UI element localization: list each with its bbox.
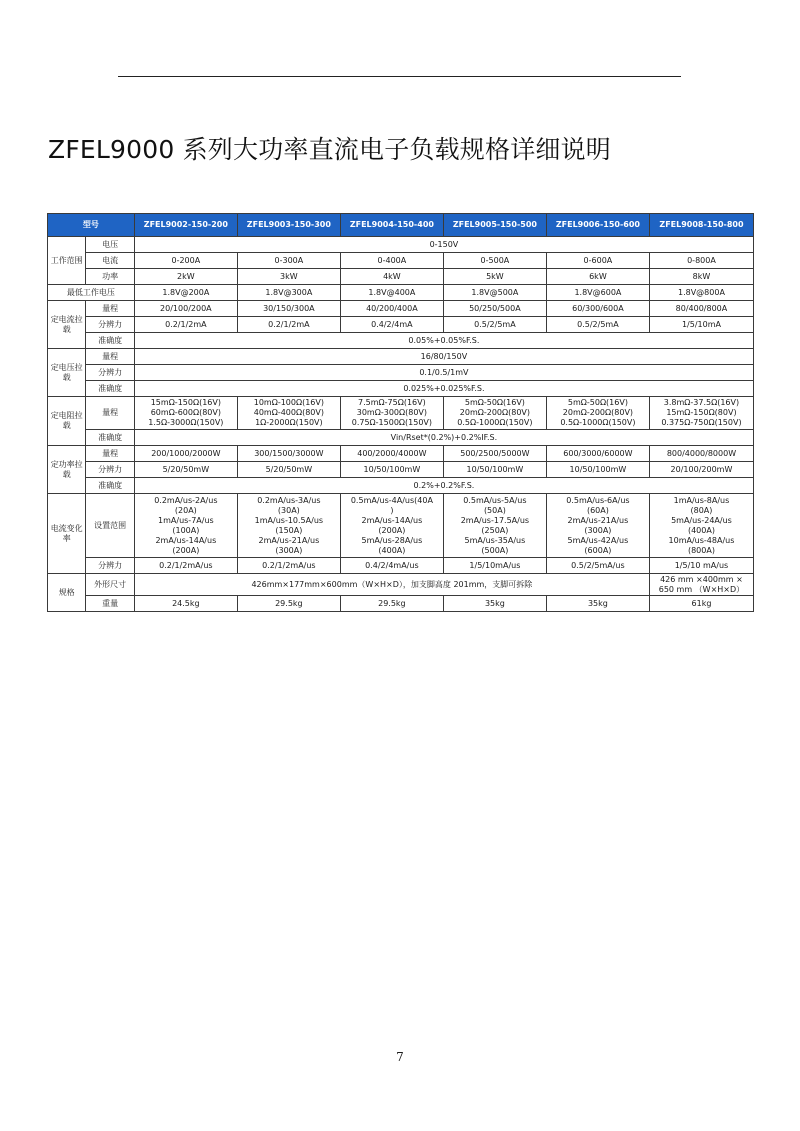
cell-line: 0.5mA/us-6A/us [566, 495, 630, 505]
table-cell: 1.8V@800A [649, 285, 753, 301]
table-cell: 0.5/2/5mA [443, 317, 546, 333]
row-label: 量程 [86, 349, 134, 365]
table-cell: 10/50/100mW [546, 462, 649, 478]
cell-line: (150A) [275, 525, 303, 535]
row-label: 电压 [86, 237, 134, 253]
table-cell: 1/5/10mA/us [443, 558, 546, 574]
table-cell: 300/1500/3000W [237, 446, 340, 462]
cell-line: 0.5mA/us-4A/us(40A [350, 495, 433, 505]
cell-line: 30mΩ-300Ω(80V) [356, 408, 427, 417]
cell-line: 650 mm （W×H×D） [658, 584, 745, 594]
page-title: ZFEL9000 系列大功率直流电子负载规格详细说明 [48, 135, 612, 164]
table-cell: 29.5kg [237, 596, 340, 612]
header-row [48, 214, 754, 237]
group-label [48, 349, 86, 397]
cell-line: (250A) [481, 525, 509, 535]
cell-line: 2mA/us-14A/us [361, 515, 423, 525]
table-row [48, 237, 754, 253]
group-label [48, 446, 86, 494]
table-cell: 0.2/1/2mA [134, 317, 237, 333]
table-row [48, 462, 754, 478]
row-label: 分辨力 [86, 558, 134, 574]
group-label [48, 574, 86, 612]
group-text: 规格 [58, 587, 75, 597]
table-cell: 0-300A [237, 253, 340, 269]
cell-line: 5mA/us-35A/us [464, 535, 526, 545]
cell-line: (60A) [586, 505, 609, 515]
cell-line: (200A) [172, 545, 200, 555]
table-cell: 16/80/150V [134, 349, 753, 365]
cell-line: (800A) [687, 545, 715, 555]
table-cell: 500/2500/5000W [443, 446, 546, 462]
table-cell: 50/250/500A [443, 301, 546, 317]
model-name: ZFEL9003-150-300 [237, 214, 340, 237]
table-cell: 35kg [443, 596, 546, 612]
cell-line: 5mΩ-50Ω(16V) [567, 398, 628, 407]
table-cell: 0-800A [649, 253, 753, 269]
table-cell [340, 397, 443, 430]
cell-line: (30A) [277, 505, 300, 515]
table-cell: 5/20/50mW [237, 462, 340, 478]
cell-line: (50A) [483, 505, 506, 515]
table-row [48, 317, 754, 333]
table-row [48, 365, 754, 381]
row-label: 设置范围 [86, 494, 134, 558]
table-cell: 600/3000/6000W [546, 446, 649, 462]
cell-line: (400A) [687, 525, 715, 535]
table-cell: 0.1/0.5/1mV [134, 365, 753, 381]
cell-line: 3.8mΩ-37.5Ω(16V) [663, 398, 740, 407]
cell-line: ) [390, 505, 394, 515]
cell-line: (500A) [481, 545, 509, 555]
table-row [48, 301, 754, 317]
table-cell: 0.5/2/5mA/us [546, 558, 649, 574]
cell-line: 0.75Ω-1500Ω(150V) [351, 418, 433, 427]
table-cell [134, 397, 237, 430]
group-label [48, 301, 86, 349]
cell-line: 10mA/us-48A/us [668, 535, 735, 545]
row-label: 量程 [86, 397, 134, 430]
cell-line: 15mΩ-150Ω(80V) [666, 408, 737, 417]
cell-line: 2mA/us-21A/us [258, 535, 320, 545]
table-cell: 29.5kg [340, 596, 443, 612]
row-label: 分辨力 [86, 462, 134, 478]
cell-line: 0.2mA/us-3A/us [257, 495, 321, 505]
group-text: 定电压拉载 [50, 362, 83, 382]
table-cell: 0.4/2/4mA/us [340, 558, 443, 574]
spec-table [47, 213, 754, 612]
table-row [48, 349, 754, 365]
cell-line: (20A) [174, 505, 197, 515]
table-row [48, 596, 754, 612]
table-cell [340, 494, 443, 558]
model-name: ZFEL9006-150-600 [546, 214, 649, 237]
cell-line: 5mA/us-28A/us [361, 535, 423, 545]
table-cell [546, 397, 649, 430]
cell-line: 5mA/us-42A/us [567, 535, 629, 545]
model-name: ZFEL9002-150-200 [134, 214, 237, 237]
table-cell [649, 397, 753, 430]
table-row [48, 253, 754, 269]
cell-line: 1Ω-2000Ω(150V) [255, 418, 323, 427]
row-label: 准确度 [86, 478, 134, 494]
table-cell: 6kW [546, 269, 649, 285]
row-label: 外形尺寸 [86, 574, 134, 596]
table-cell: 800/4000/8000W [649, 446, 753, 462]
group-text: 电流变化率 [50, 523, 83, 543]
group-label [48, 397, 86, 446]
cell-line: 0.5Ω-1000Ω(150V) [560, 418, 636, 427]
model-label: 型号 [48, 214, 135, 237]
cell-line: 15mΩ-150Ω(16V) [150, 398, 221, 407]
table-cell: 8kW [649, 269, 753, 285]
table-row [48, 397, 754, 430]
table-cell: 0-600A [546, 253, 649, 269]
group-label [48, 237, 86, 285]
cell-line: (400A) [378, 545, 406, 555]
table-cell: 80/400/800A [649, 301, 753, 317]
table-cell: 60/300/600A [546, 301, 649, 317]
table-cell: 20/100/200mW [649, 462, 753, 478]
table-row [48, 430, 754, 446]
table-cell: 5kW [443, 269, 546, 285]
cell-line: (600A) [584, 545, 612, 555]
table-cell: 0.05%+0.05%F.S. [134, 333, 753, 349]
table-cell [237, 397, 340, 430]
cell-line: (300A) [275, 545, 303, 555]
table-cell: 40/200/400A [340, 301, 443, 317]
table-cell: 10/50/100mW [443, 462, 546, 478]
table-cell: 1.8V@400A [340, 285, 443, 301]
table-row [48, 574, 754, 596]
table-cell: Vin/Rset*(0.2%)+0.2%IF.S. [134, 430, 753, 446]
model-name: ZFEL9005-150-500 [443, 214, 546, 237]
table-cell: 400/2000/4000W [340, 446, 443, 462]
table-cell: 0-500A [443, 253, 546, 269]
cell-line: 20mΩ-200Ω(80V) [459, 408, 531, 417]
table-cell [443, 397, 546, 430]
table-row [48, 381, 754, 397]
table-cell: 24.5kg [134, 596, 237, 612]
page-number: 7 [396, 1050, 404, 1064]
table-row [48, 285, 754, 301]
table-cell: 426mm×177mm×600mm（W×H×D），加支脚高度 201mm，支脚可拆除 [134, 574, 649, 596]
table-cell: 61kg [649, 596, 753, 612]
table-cell: 0.2%+0.2%F.S. [134, 478, 753, 494]
cell-line: 20mΩ-200Ω(80V) [562, 408, 634, 417]
cell-line: 60mΩ-600Ω(80V) [150, 408, 221, 417]
table-cell: 3kW [237, 269, 340, 285]
cell-line: (80A) [690, 505, 713, 515]
row-label: 电流 [86, 253, 134, 269]
table-row [48, 446, 754, 462]
cell-line: 10mΩ-100Ω(16V) [253, 398, 324, 407]
model-name: ZFEL9008-150-800 [649, 214, 753, 237]
table-cell: 1.8V@500A [443, 285, 546, 301]
cell-line: (100A) [172, 525, 200, 535]
row-label: 准确度 [86, 430, 134, 446]
table-cell: 1.8V@600A [546, 285, 649, 301]
table-cell: 10/50/100mW [340, 462, 443, 478]
cell-line: 5mA/us-24A/us [671, 515, 732, 525]
model-name: ZFEL9004-150-400 [340, 214, 443, 237]
table-row [48, 269, 754, 285]
table-cell: 0-400A [340, 253, 443, 269]
cell-line: 2mA/us-21A/us [567, 515, 629, 525]
table-cell: 20/100/200A [134, 301, 237, 317]
table-row [48, 333, 754, 349]
table-cell [649, 574, 753, 596]
table-cell: 1/5/10 mA/us [649, 558, 753, 574]
cell-line: 1.5Ω-3000Ω(150V) [148, 418, 224, 427]
table-cell: 0-150V [134, 237, 753, 253]
table-cell [443, 494, 546, 558]
table-cell [237, 494, 340, 558]
table-cell: 5/20/50mW [134, 462, 237, 478]
cell-line: 40mΩ-400Ω(80V) [253, 408, 324, 417]
table-cell: 1/5/10mA [649, 317, 753, 333]
row-label: 功率 [86, 269, 134, 285]
table-cell [134, 494, 237, 558]
row-label: 分辨力 [86, 317, 134, 333]
table-cell: 0.025%+0.025%F.S. [134, 381, 753, 397]
cell-line: (300A) [584, 525, 612, 535]
row-label: 准确度 [86, 333, 134, 349]
table-cell: 4kW [340, 269, 443, 285]
table-cell: 0.4/2/4mA [340, 317, 443, 333]
table-cell [546, 494, 649, 558]
table-cell: 1.8V@200A [134, 285, 237, 301]
table-row [48, 478, 754, 494]
table-cell: 200/1000/2000W [134, 446, 237, 462]
cell-line: 1mA/us-8A/us [673, 495, 730, 505]
cell-line: 2mA/us-17.5A/us [460, 515, 530, 525]
cell-line: 7.5mΩ-75Ω(16V) [358, 398, 426, 407]
table-cell: 1.8V@300A [237, 285, 340, 301]
cell-line: (200A) [378, 525, 406, 535]
cell-line: 0.5Ω-1000Ω(150V) [457, 418, 533, 427]
cell-line: 426 mm ×400mm × [660, 574, 743, 584]
row-label: 分辨力 [86, 365, 134, 381]
group-text: 定功率拉载 [50, 459, 83, 479]
cell-line: 0.375Ω-750Ω(150V) [661, 418, 742, 427]
table-cell: 0.2/1/2mA/us [237, 558, 340, 574]
table-cell: 30/150/300A [237, 301, 340, 317]
table-cell: 0.2/1/2mA [237, 317, 340, 333]
cell-line: 1mA/us-10.5A/us [254, 515, 324, 525]
group-text: 工作范围 [50, 255, 83, 265]
row-label: 最低工作电压 [48, 285, 135, 301]
header-rule [118, 76, 681, 77]
cell-line: 0.5mA/us-5A/us [463, 495, 527, 505]
cell-line: 2mA/us-14A/us [155, 535, 217, 545]
table-cell: 2kW [134, 269, 237, 285]
group-text: 定电阻拉载 [50, 411, 83, 430]
table-cell: 35kg [546, 596, 649, 612]
cell-line: 0.2mA/us-2A/us [154, 495, 218, 505]
row-label: 量程 [86, 446, 134, 462]
table-cell: 0.5/2/5mA [546, 317, 649, 333]
group-label [48, 494, 86, 574]
row-label: 重量 [86, 596, 134, 612]
group-text: 定电流拉载 [50, 314, 83, 334]
cell-line: 1mA/us-7A/us [158, 515, 214, 525]
table-cell: 0-200A [134, 253, 237, 269]
row-label: 准确度 [86, 381, 134, 397]
table-cell: 0.2/1/2mA/us [134, 558, 237, 574]
table-row [48, 494, 754, 558]
cell-line: 5mΩ-50Ω(16V) [464, 398, 525, 407]
table-cell [649, 494, 753, 558]
row-label: 量程 [86, 301, 134, 317]
table-row [48, 558, 754, 574]
